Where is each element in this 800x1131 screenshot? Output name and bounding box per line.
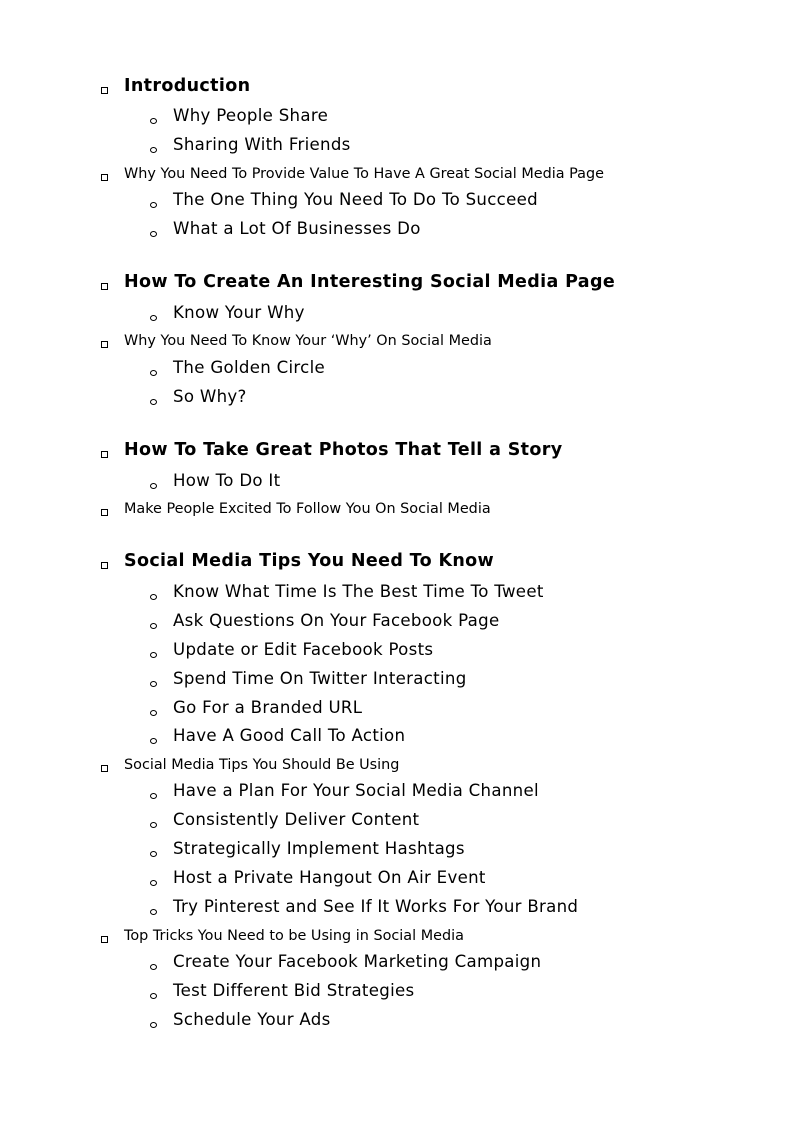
circle-bullet-icon bbox=[150, 710, 157, 716]
outline-text: Introduction bbox=[124, 76, 251, 97]
circle-bullet-icon bbox=[150, 880, 157, 886]
outline-text: Sharing With Friends bbox=[173, 134, 351, 154]
outline-text: So Why? bbox=[173, 386, 247, 406]
circle-bullet-icon bbox=[150, 993, 157, 999]
outline-text: What a Lot Of Businesses Do bbox=[173, 218, 421, 238]
outline-text: Make People Excited To Follow You On Social Media bbox=[124, 501, 491, 518]
circle-bullet-icon bbox=[150, 370, 157, 376]
circle-bullet-icon bbox=[150, 1022, 157, 1028]
circle-bullet-icon bbox=[150, 202, 157, 208]
square-bullet-icon bbox=[101, 509, 108, 516]
outline-text: Know What Time Is The Best Time To Tweet bbox=[173, 581, 544, 601]
circle-bullet-icon bbox=[150, 681, 157, 687]
outline-text: Try Pinterest and See If It Works For Your Brand bbox=[173, 896, 579, 916]
square-bullet-icon bbox=[101, 341, 108, 348]
outline-text: The One Thing You Need To Do To Succeed bbox=[173, 189, 538, 209]
outline-text: Have A Good Call To Action bbox=[173, 725, 406, 745]
outline-text: Test Different Bid Strategies bbox=[173, 980, 415, 1000]
outline-text: Schedule Your Ads bbox=[173, 1009, 331, 1029]
outline-text: Have a Plan For Your Social Media Channel bbox=[173, 780, 539, 800]
circle-bullet-icon bbox=[150, 964, 157, 970]
square-bullet-icon bbox=[101, 451, 108, 458]
circle-bullet-icon bbox=[150, 793, 157, 799]
outline-text: How To Do It bbox=[173, 470, 281, 490]
circle-bullet-icon bbox=[150, 147, 157, 153]
outline-text: Ask Questions On Your Facebook Page bbox=[173, 610, 500, 630]
outline-text: Update or Edit Facebook Posts bbox=[173, 639, 434, 659]
circle-bullet-icon bbox=[150, 118, 157, 124]
outline-text: Why You Need To Provide Value To Have A Great Social Media Page bbox=[124, 166, 604, 183]
outline-text: Why You Need To Know Your ‘Why’ On Social Media bbox=[124, 333, 492, 350]
circle-bullet-icon bbox=[150, 822, 157, 828]
square-bullet-icon bbox=[101, 936, 108, 943]
outline-text: How To Take Great Photos That Tell a Story bbox=[124, 440, 563, 461]
circle-bullet-icon bbox=[150, 623, 157, 629]
outline-text: The Golden Circle bbox=[173, 357, 325, 377]
square-bullet-icon bbox=[101, 283, 108, 290]
outline-text: Go For a Branded URL bbox=[173, 697, 363, 717]
circle-bullet-icon bbox=[150, 851, 157, 857]
outline-text: Consistently Deliver Content bbox=[173, 809, 420, 829]
outline-text: Social Media Tips You Need To Know bbox=[124, 551, 495, 572]
circle-bullet-icon bbox=[150, 738, 157, 744]
outline-text: Know Your Why bbox=[173, 302, 305, 322]
square-bullet-icon bbox=[101, 174, 108, 181]
square-bullet-icon bbox=[101, 562, 108, 569]
circle-bullet-icon bbox=[150, 231, 157, 237]
circle-bullet-icon bbox=[150, 652, 157, 658]
outline-text: Why People Share bbox=[173, 105, 329, 125]
outline-text: Create Your Facebook Marketing Campaign bbox=[173, 951, 542, 971]
circle-bullet-icon bbox=[150, 399, 157, 405]
outline-text: Spend Time On Twitter Interacting bbox=[173, 668, 467, 688]
outline-text: Top Tricks You Need to be Using in Social Media bbox=[124, 928, 464, 945]
outline-text: Strategically Implement Hashtags bbox=[173, 838, 465, 858]
circle-bullet-icon bbox=[150, 909, 157, 915]
outline-text: Social Media Tips You Should Be Using bbox=[124, 757, 400, 774]
square-bullet-icon bbox=[101, 765, 108, 772]
outline-text: How To Create An Interesting Social Media Page bbox=[124, 272, 616, 293]
circle-bullet-icon bbox=[150, 483, 157, 489]
square-bullet-icon bbox=[101, 87, 108, 94]
circle-bullet-icon bbox=[150, 315, 157, 321]
circle-bullet-icon bbox=[150, 594, 157, 600]
outline-text: Host a Private Hangout On Air Event bbox=[173, 867, 486, 887]
